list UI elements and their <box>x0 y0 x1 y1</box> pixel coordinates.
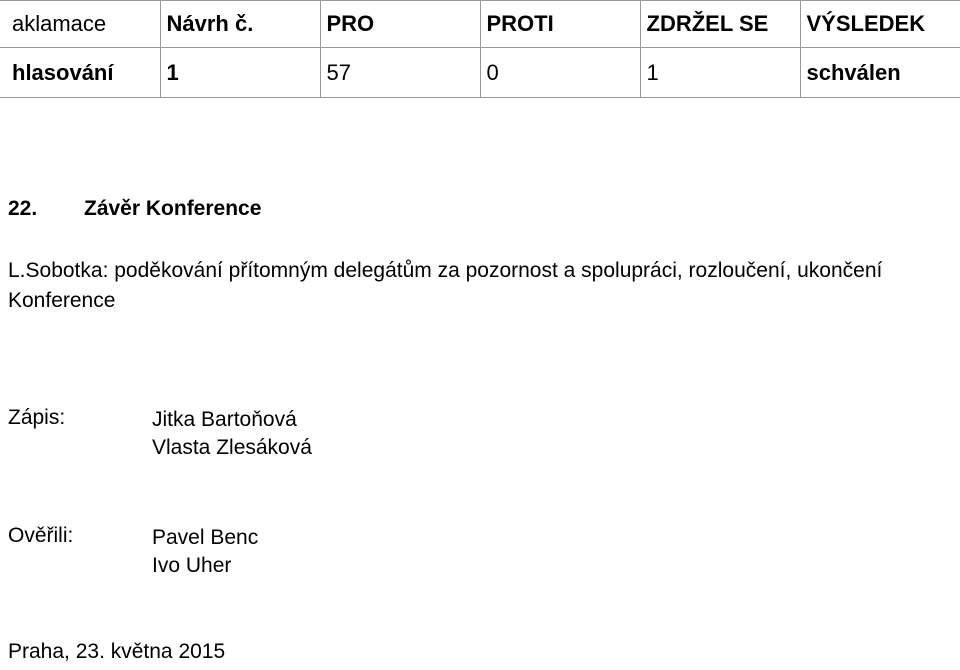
section-title <box>8 197 261 221</box>
section-title-text: Závěr Konference <box>84 197 262 220</box>
overili-names <box>152 524 258 580</box>
zapis-name-2: Vlasta Zlesáková <box>152 436 312 459</box>
footer-date: Praha, 23. května 2015 <box>8 640 226 663</box>
cell-proti-value: 0 <box>480 48 640 98</box>
cell-pro-value: 57 <box>320 48 480 98</box>
header-cell-vysledek: VÝSLEDEK <box>800 1 960 48</box>
vote-table-header <box>0 1 960 48</box>
vote-table <box>0 0 960 98</box>
header-cell-pro: PRO <box>320 1 480 48</box>
cell-hlasovani: hlasování <box>0 48 160 98</box>
header-cell-zdrzel: ZDRŽEL SE <box>640 1 800 48</box>
vote-table-row <box>0 48 960 98</box>
zapis-label: Zápis: <box>8 406 66 429</box>
header-cell-aklamace: aklamace <box>0 1 160 48</box>
cell-navrh-value: 1 <box>160 48 320 98</box>
header-cell-proti: PROTI <box>480 1 640 48</box>
overili-name-2: Ivo Uher <box>152 554 232 577</box>
header-cell-navrh: Návrh č. <box>160 1 320 48</box>
zapis-names <box>152 406 312 462</box>
section-number: 22. <box>8 197 38 220</box>
body-text: L.Sobotka: poděkování přítomným delegátům za pozornost a spolupráci, rozloučení, ukončení Konference <box>8 259 883 312</box>
cell-vysledek-value: schválen <box>800 48 960 98</box>
cell-zdrzel-value: 1 <box>640 48 800 98</box>
zapis-name-1: Jitka Bartoňová <box>152 408 297 431</box>
overili-name-1: Pavel Benc <box>152 526 259 549</box>
overili-label: Ověřili: <box>8 524 74 547</box>
